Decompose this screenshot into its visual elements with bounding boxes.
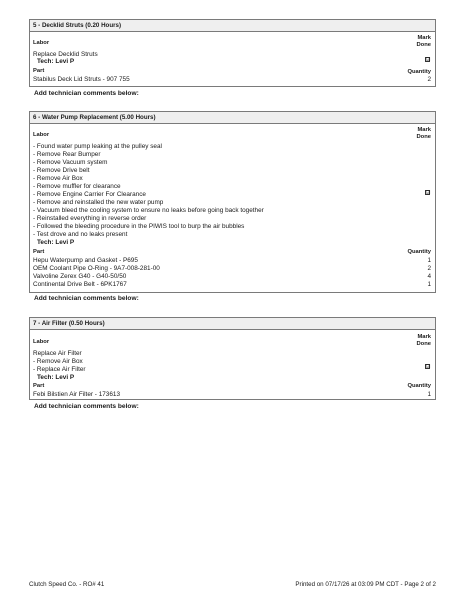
done-header: Done [416,134,431,140]
labor-line: - Remove muffler for clearance [33,183,121,190]
technician-comments-label: Add technician comments below: [34,90,139,97]
part-qty: 2 [427,76,431,83]
job-card-7 [29,317,436,400]
quantity-header: Quantity [407,383,431,389]
mark-header: Mark [417,127,431,133]
part-name: Stabilus Deck Lid Struts - 907 755 [33,76,130,83]
labor-line: - Remove Rear Bumper [33,151,101,158]
part-qty: 1 [427,391,431,398]
part-qty: 2 [427,265,431,272]
mark-done-checkbox[interactable]: ☑ [426,364,431,370]
labor-line: - Replace Air Filter [33,366,86,373]
done-header: Done [416,42,431,48]
part-header: Part [33,249,45,255]
labor-header: Labor [33,40,50,46]
labor-line: Replace Air Filter [33,350,82,357]
part-header: Part [33,383,45,389]
labor-line: - Vacuum bleed the cooling system to ensure no leaks before going back together [33,207,264,214]
labor-line: - Remove Vacuum system [33,159,108,166]
quantity-header: Quantity [407,69,431,75]
job-title: 6 - Water Pump Replacement (5.00 Hours) [30,112,435,124]
part-name: Febi Bilstien Air Filter - 173613 [33,391,121,398]
technician-comments-label: Add technician comments below: [34,295,139,302]
technician-comments-label: Add technician comments below: [34,403,139,410]
tech-label: Tech: Levi P [37,239,75,246]
labor-line: - Remove Air Box [33,175,83,182]
part-name: Continental Drive Belt - 6PK1767 [33,281,127,288]
part-name: Hepu Waterpump and Gasket - P695 [33,257,138,264]
quantity-header: Quantity [407,249,431,255]
done-header: Done [416,341,431,347]
labor-line: - Remove Engine Carrier For Clearance [33,191,146,198]
tech-label: Tech: Levi P [37,374,75,381]
labor-line: - Found water pump leaking at the pulley seal [33,143,162,150]
part-name: Valvoline Zerex G40 - G40-50/50 [33,273,127,280]
tech-label: Tech: Levi P [37,58,75,65]
labor-header: Labor [33,339,50,345]
footer-print-info: Printed on 07/17/26 at 03:09 PM CDT - Page 2 of 2 [295,581,436,588]
part-qty: 1 [427,281,431,288]
labor-line: - Remove and reinstalled the new water pump [33,199,164,206]
labor-line: - Test drove and no leaks present [33,231,128,238]
mark-header: Mark [417,334,431,340]
mark-done-checkbox[interactable]: ☑ [426,190,431,196]
labor-header: Labor [33,132,50,138]
job-title: 5 - Decklid Struts (0.20 Hours) [30,20,435,32]
part-qty: 1 [427,257,431,264]
part-qty: 4 [427,273,431,280]
job-card-6 [29,111,436,293]
part-header: Part [33,68,45,74]
labor-line: Replace Decklid Struts [33,51,98,58]
footer-shop-ro: Clutch Speed Co. - RO# 41 [29,581,105,588]
mark-done-checkbox[interactable]: ☑ [426,57,431,63]
labor-line: - Remove Air Box [33,358,83,365]
job-card-5 [29,19,436,87]
part-name: OEM Coolant Pipe O-Ring - 9A7-008-281-00 [33,265,160,272]
labor-line: - Followed the bleeding procedure in the PIWIS tool to burp the air bubbles [33,223,245,230]
mark-header: Mark [417,35,431,41]
job-title: 7 - Air Filter (0.50 Hours) [30,318,435,330]
labor-line: - Remove Drive belt [33,167,90,174]
labor-line: - Reinstalled everything in reverse order [33,215,147,222]
